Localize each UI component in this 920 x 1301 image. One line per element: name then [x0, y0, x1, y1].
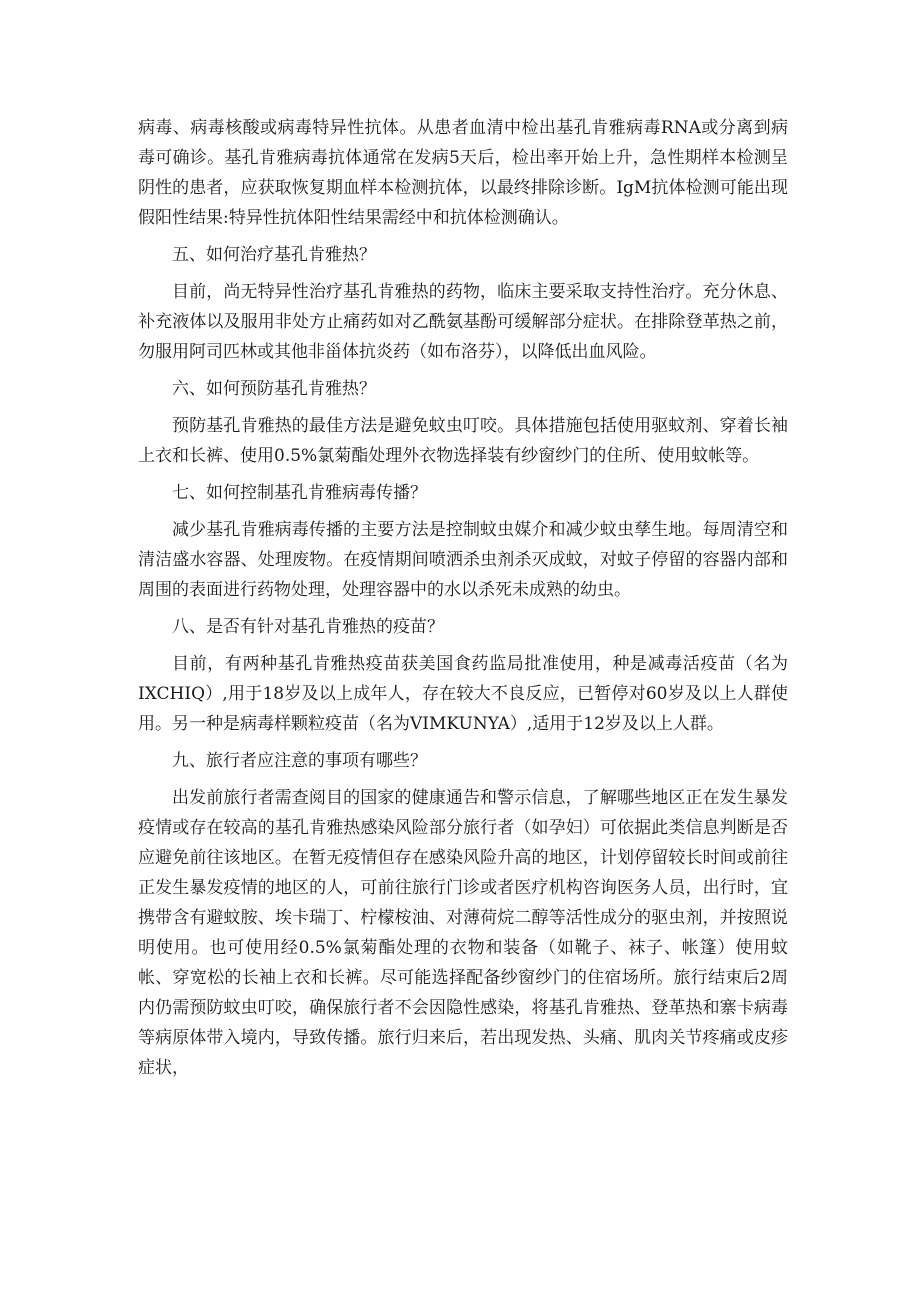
heading-prevention: 六、如何预防基孔肯雅热？ [172, 379, 376, 399]
heading-travelers: 九、旅行者应注意的事项有哪些？ [172, 751, 427, 771]
heading-transmission-control: 七、如何控制基孔肯雅病毒传播？ [172, 483, 427, 503]
heading-treatment: 五、如何治疗基孔肯雅热？ [172, 245, 376, 265]
document-body [138, 113, 788, 1090]
paragraph-diagnosis-continued: 病毒、病毒核酸或病毒特异性抗体。从患者血清中检出基孔肯雅病毒RNA或分离到病毒可确诊。基孔肯雅病毒抗体通常在发病5天后，检出率开始上升，急性期样本检测呈阴性的患者，应获取恢复期血样本检测抗体，以最终排除诊断。IgM抗体检测可能出现假阳性结果:特异性抗体阳性结果需经中和抗体检测确认。 [138, 118, 788, 228]
paragraph-travelers: 出发前旅行者需查阅目的国家的健康通告和警示信息，了解哪些地区正在发生暴发疫情或存在较高的基孔肯雅热感染风险部分旅行者（如孕妇）可依据此类信息判断是否应避免前往该地区。在暂无疫情但存在感染风险升高的地区，计划停留较长时间或前往正发生暴发疫情的地区的人，可前往旅行门诊或者医疗机构咨询医务人员，出行时，宜携带含有避蚊胺、埃卡瑞丁、柠檬桉油、对薄荷烷二醇等活性成分的驱虫剂，并按照说明使用。也可使用经0.5%氯菊酯处理的衣物和装备（如靴子、袜子、帐篷）使用蚊帐、穿宽松的长袖上衣和长裤。尽可能选择配备纱窗纱门的住宿场所。旅行结束后2周内仍需预防蚊虫叮咬，确保旅行者不会因隐性感染，将基孔肯雅热、登革热和寨卡病毒等病原体带入境内，导致传播。旅行归来后，若出现发热、头痛、肌肉关节疼痛或皮疹症状， [138, 788, 788, 1078]
heading-vaccine: 八、是否有针对基孔肯雅热的疫苗？ [172, 617, 444, 637]
paragraph-prevention: 预防基孔肯雅热的最佳方法是避免蚊虫叮咬。具体措施包括使用驱蚊剂、穿着长袖上衣和长裤、使用0.5%氯菊酯处理外衣物选择装有纱窗纱门的住所、使用蚊帐等。 [138, 416, 788, 466]
paragraph-transmission-control: 减少基孔肯雅病毒传播的主要方法是控制蚊虫媒介和减少蚊虫孳生地。每周清空和清洁盛水容器、处理废物。在疫情期间喷洒杀虫剂杀灭成蚊，对蚊子停留的容器内部和周围的表面进行药物处理，处理容器中的水以杀死未成熟的幼虫。 [138, 520, 788, 600]
paragraph-treatment: 目前，尚无特异性治疗基孔肯雅热的药物，临床主要采取支持性治疗。充分休息、补充液体以及服用非处方止痛药如对乙酰氨基酚可缓解部分症状。在排除登革热之前，勿服用阿司匹林或其他非甾体抗炎药（如布洛芬），以降低出血风险。 [138, 282, 788, 362]
paragraph-vaccine: 目前，有两种基孔肯雅热疫苗获美国食药监局批准使用，种是减毒活疫苗（名为IXCHIQ）,用于18岁及以上成年人，存在较大不良反应，已暂停对60岁及以上人群使用。另一种是病毒样颗粒疫苗（名为VIMKUNYA）,适用于12岁及以上人群。 [138, 654, 788, 734]
